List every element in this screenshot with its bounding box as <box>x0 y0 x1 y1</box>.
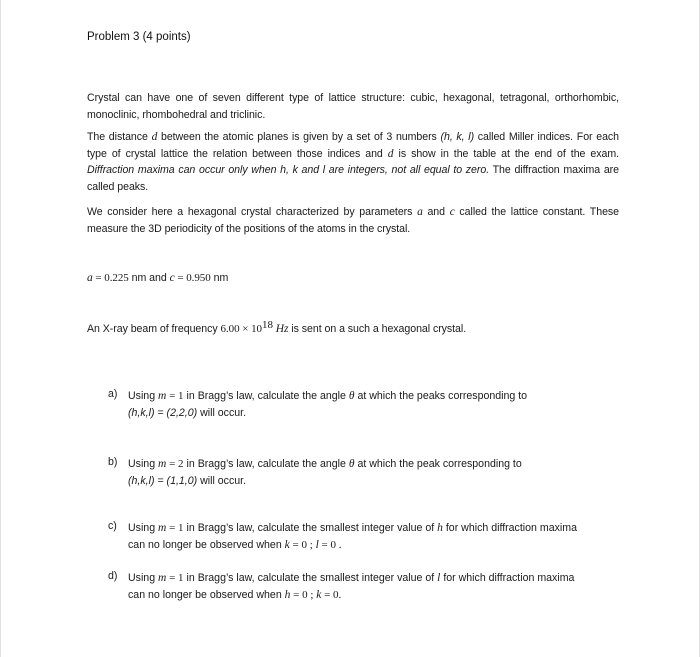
question-b-line-2 <box>128 473 623 490</box>
qc-text-d: for which diffraction maxima <box>442 522 577 534</box>
qc-h-var: h <box>437 522 443 534</box>
qc-text-c: in Bragg’s law, calculate the smallest integer value of <box>183 522 438 534</box>
qb-theta: θ <box>348 458 355 470</box>
beam-frequency-unit: Hz <box>272 323 289 335</box>
intro-p1-text: Crystal can have one of seven different type of lattice structure: cubic, hexagonal, tetragonal, orthorhombic, monoclinic, rhombohedral and triclinic. <box>87 92 619 121</box>
p2-text-b: between the atomic planes is given by a set of 3 numbers <box>157 131 441 143</box>
question-c-label: c) <box>108 520 117 532</box>
qb-miller: (h,k,l) = (1,1,0) <box>128 474 198 487</box>
qa-text-c: in Bragg’s law, calculate the angle <box>183 390 349 402</box>
qd-text-a: Using <box>128 572 159 584</box>
qa-text-end: will occur. <box>197 406 247 419</box>
qb-text-d: at which the peak corresponding to <box>354 458 522 470</box>
qc-end: . <box>335 538 342 551</box>
question-a-line-2 <box>128 405 623 422</box>
qc-text-line2: can no longer be observed when <box>128 538 285 551</box>
param-c-value: = 0.950 <box>174 272 211 284</box>
p2-text-f: The diffraction maxima are called peaks. <box>87 164 619 193</box>
question-a <box>128 388 623 421</box>
intro-paragraph-2 <box>87 129 619 195</box>
qc-cond2-var: l <box>315 538 319 551</box>
qa-miller: (h,k,l) = (2,2,0) <box>128 406 198 419</box>
param-c-var: c <box>169 272 175 284</box>
problem-title: Problem 3 (4 points) <box>87 31 191 43</box>
qd-m-var: m <box>158 572 167 584</box>
qd-text-line2: can no longer be observed when <box>128 588 285 601</box>
question-a-line-1 <box>128 388 623 405</box>
qc-m-var: m <box>158 522 167 534</box>
beam-frequency-exponent: 18 <box>262 319 273 331</box>
qa-m-var: m <box>158 390 167 402</box>
question-d-line-2 <box>128 587 623 604</box>
qd-end: . <box>338 588 342 601</box>
d-variable: d <box>151 131 158 143</box>
beam-text-b: is sent on a such a hexagonal crystal. <box>288 323 467 335</box>
beam-text-a: An X-ray beam of frequency <box>87 323 221 335</box>
qd-m-value: = 1 <box>166 572 184 584</box>
question-c <box>128 520 623 553</box>
qa-text-d: at which the peaks corresponding to <box>354 390 528 402</box>
p2-text-e: is show in the table at the end of the exam. <box>393 147 619 160</box>
question-b-label: b) <box>108 456 118 468</box>
a-variable: a <box>417 206 423 218</box>
qa-m-value: = 1 <box>166 390 184 402</box>
beam-frequency-value: 6.00 × 10 <box>220 323 263 335</box>
qc-cond1-var: k <box>284 538 290 551</box>
qc-cond2-val: = 0 <box>318 538 336 551</box>
qa-theta: θ <box>348 390 355 402</box>
param-a-unit: nm and <box>128 272 170 284</box>
qc-sep: ; <box>307 538 316 551</box>
param-a-value: = 0.225 <box>92 272 129 284</box>
qd-text-d: for which diffraction maxima <box>440 572 575 584</box>
intro-paragraph-1 <box>87 90 619 123</box>
question-d-label: d) <box>108 570 118 582</box>
d-variable-2: d <box>387 147 394 160</box>
qb-text-c: in Bragg’s law, calculate the angle <box>183 458 349 470</box>
qc-m-value: = 1 <box>166 522 184 534</box>
qb-m-var: m <box>158 458 167 470</box>
qb-text-end: will occur. <box>197 474 247 487</box>
qd-cond1-var: h <box>284 588 291 601</box>
qd-cond1-val: = 0 <box>290 588 308 601</box>
p3-text-c: called the lattice constant. These measure the 3D periodicity of the positions of the atoms in the crystal. <box>87 206 620 235</box>
question-b <box>128 456 623 489</box>
p3-text-b: and <box>422 206 450 218</box>
qd-cond2-val: = 0 <box>321 588 339 601</box>
beam-statement <box>87 321 466 338</box>
miller-indices: (h, k, l) <box>440 131 475 143</box>
p2-text-c: called Miller indices. For each type of crystal lattice the relation between those indices and <box>87 131 619 160</box>
qd-text-c: in Bragg’s law, calculate the smallest integer value of <box>183 572 438 584</box>
question-b-line-1 <box>128 456 623 473</box>
question-c-line-2 <box>128 537 623 554</box>
qa-text-a: Using <box>128 390 159 402</box>
qd-sep: ; <box>307 588 317 601</box>
lattice-parameters <box>87 270 228 287</box>
qb-m-value: = 2 <box>166 458 184 470</box>
qd-l-var: l <box>437 572 441 584</box>
question-d <box>128 570 623 603</box>
question-d-line-1 <box>128 570 623 587</box>
param-a-var: a <box>87 272 93 284</box>
question-a-label: a) <box>108 388 118 400</box>
qc-cond1-val: = 0 <box>289 538 307 551</box>
c-variable: c <box>449 206 455 218</box>
param-c-unit: nm <box>210 272 229 284</box>
qd-cond2-var: k <box>316 588 322 601</box>
p2-text-a: The distance <box>87 131 152 143</box>
qc-text-a: Using <box>128 522 159 534</box>
intro-paragraph-3 <box>87 204 619 237</box>
qb-text-a: Using <box>128 458 159 470</box>
question-c-line-1 <box>128 520 623 537</box>
p2-italic-note: Diffraction maxima can occur only when h, k and l are integers, not all equal to zero. <box>87 164 490 176</box>
p3-text-a: We consider here a hexagonal crystal characterized by parameters <box>87 206 418 218</box>
